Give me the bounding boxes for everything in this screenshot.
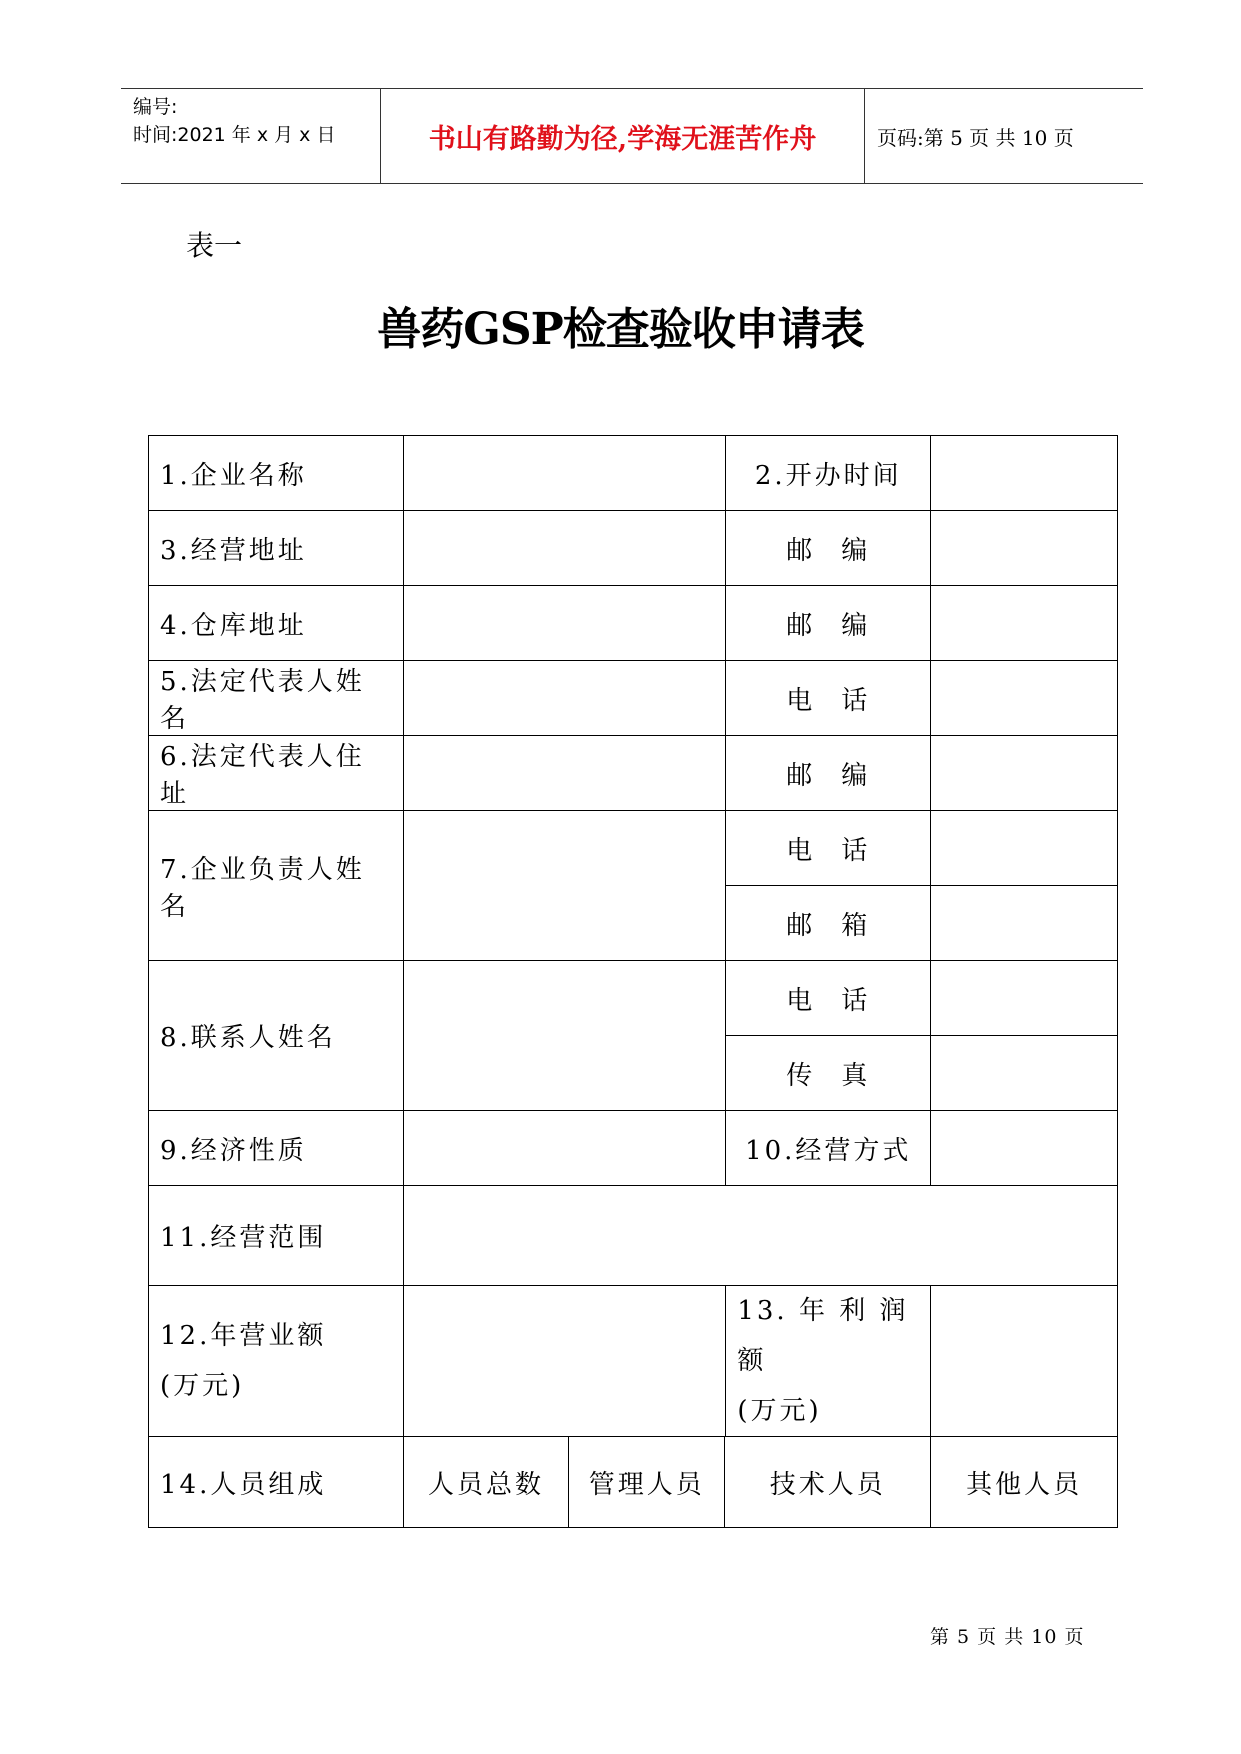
label-staff-composition: 14.人员组成 — [149, 1437, 404, 1528]
field-business-address[interactable] — [403, 511, 726, 586]
label-technical-staff: 技术人员 — [725, 1437, 931, 1527]
label-founded-time: 2.开办时间 — [726, 436, 931, 511]
field-annual-revenue[interactable] — [403, 1286, 726, 1437]
page-title: 兽药GSP检查验收申请表 — [377, 304, 864, 355]
label-postcode: 邮 编 — [726, 736, 931, 811]
label-fax: 传 真 — [726, 1036, 931, 1111]
field-annual-profit[interactable] — [931, 1286, 1118, 1437]
form-row — [149, 1186, 1118, 1286]
header-meta — [121, 89, 381, 183]
label-economic-nature: 9.经济性质 — [149, 1111, 404, 1186]
field-warehouse-address[interactable] — [403, 586, 726, 661]
field-business-scope[interactable] — [403, 1186, 1117, 1286]
label-legal-rep-address: 6.法定代表人住址 — [149, 736, 404, 811]
label-manager-name: 7.企业负责人姓名 — [149, 811, 404, 961]
document-header — [121, 88, 1143, 184]
form-row — [149, 661, 1118, 736]
staff-columns — [403, 1437, 1117, 1528]
form-row — [149, 736, 1118, 811]
form-row — [149, 1111, 1118, 1186]
form-row — [149, 1286, 1118, 1437]
label-postcode: 邮 编 — [726, 511, 931, 586]
label-postcode: 邮 编 — [726, 586, 931, 661]
form-row — [149, 1437, 1118, 1528]
field-legal-rep-address[interactable] — [403, 736, 726, 811]
label-company-name: 1.企业名称 — [149, 436, 404, 511]
label-phone: 电 话 — [726, 661, 931, 736]
field-phone[interactable] — [931, 961, 1118, 1036]
label-warehouse-address: 4.仓库地址 — [149, 586, 404, 661]
label-legal-rep-name: 5.法定代表人姓名 — [149, 661, 404, 736]
label-phone: 电 话 — [726, 811, 931, 886]
table-label: 表一 — [186, 229, 243, 262]
field-postcode[interactable] — [931, 586, 1118, 661]
field-legal-rep-name[interactable] — [403, 661, 726, 736]
number-label: 编号: — [133, 96, 178, 118]
field-contact-name[interactable] — [403, 961, 726, 1111]
label-business-scope: 11.经营范围 — [149, 1186, 404, 1286]
label-annual-revenue: 12.年营业额 (万元) — [149, 1286, 404, 1437]
form-row — [149, 961, 1118, 1036]
label-email: 邮 箱 — [726, 886, 931, 961]
field-economic-nature[interactable] — [403, 1111, 726, 1186]
page-info: 页码:第 5 页 共 10 页 — [877, 125, 1074, 150]
form-row — [149, 811, 1118, 886]
label-management-staff: 管理人员 — [569, 1437, 725, 1527]
field-postcode[interactable] — [931, 736, 1118, 811]
form-row — [149, 436, 1118, 511]
field-postcode[interactable] — [931, 511, 1118, 586]
motto: 书山有路勤为径,学海无涯苦作舟 — [381, 89, 865, 183]
label-phone: 电 话 — [726, 961, 931, 1036]
field-email[interactable] — [931, 886, 1118, 961]
page-footer: 第 5 页 共 10 页 — [930, 1626, 1085, 1648]
label-total-staff: 人员总数 — [404, 1437, 569, 1527]
label-business-address: 3.经营地址 — [149, 511, 404, 586]
field-founded-time[interactable] — [931, 436, 1118, 511]
field-fax[interactable] — [931, 1036, 1118, 1111]
label-other-staff: 其他人员 — [966, 1469, 1083, 1500]
field-phone[interactable] — [931, 811, 1118, 886]
label-contact-name: 8.联系人姓名 — [149, 961, 404, 1111]
field-company-name[interactable] — [403, 436, 726, 511]
form-row — [149, 586, 1118, 661]
field-phone[interactable] — [931, 661, 1118, 736]
label-business-mode: 10.经营方式 — [726, 1111, 931, 1186]
field-manager-name[interactable] — [403, 811, 726, 961]
field-business-mode[interactable] — [931, 1111, 1118, 1186]
form-row — [149, 511, 1118, 586]
time-label: 时间:2021 年 x 月 x 日 — [133, 124, 336, 146]
application-form — [148, 435, 1118, 1528]
label-annual-profit: 13. 年 利 润 额 (万元) — [726, 1286, 931, 1437]
